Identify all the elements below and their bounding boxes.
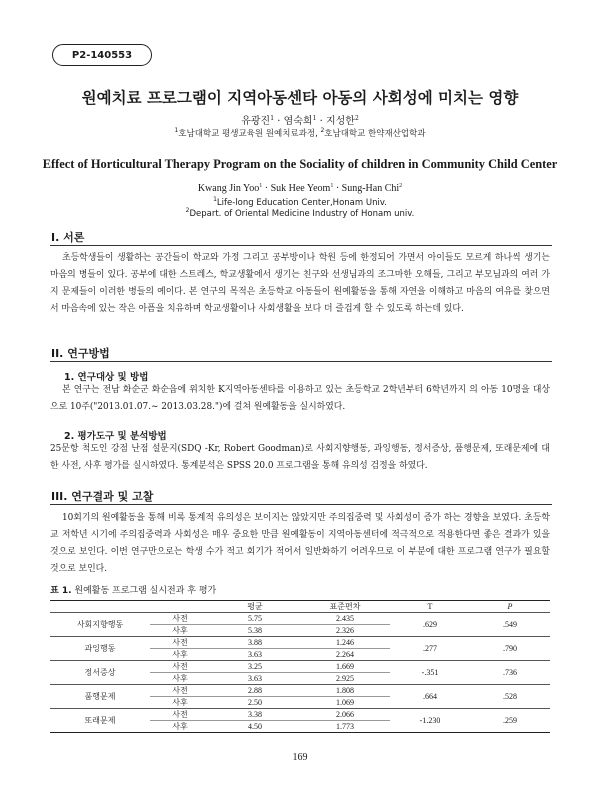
row-tag: 사후 [150,649,210,661]
t-cell: .664 [390,685,470,709]
results-paragraph [50,510,550,578]
table-header-cell: 표준편차 [300,601,390,613]
row-tag: 사후 [150,673,210,685]
author-separator: · [333,183,342,194]
row-label: 품행문제 [50,685,150,709]
korean-title: 원예치료 프로그램이 지역아동센타 아동의 사회성에 미치는 영향 [81,88,519,107]
author-name: Suk Hee Yeom [270,183,331,194]
author-sup: 1 [270,115,275,122]
table-row [50,661,550,673]
section-divider [50,245,552,246]
mean-cell: 5.75 [210,613,300,625]
row-label: 과잉행동 [50,637,150,661]
subsection-heading-tools: 2. 평가도구 및 분석방법 [64,431,167,442]
paragraph-text: 초등학생들이 생활하는 공간들이 학교와 가정 그리고 공부방이나 학원 등에 한정되어 가면서 아이들도 모르게 하나씩 생기는 마음의 병들이 있다. 공부에 대한 스트레스, 학교생활에서 생기는 친구와 선생님과의 조그마한 오해들, 그리고 부모님과의 여러 가지 문제들이 이러한 병들의 예이다. 본 연구의 목적은 초등학교 아동들이 원예활동을 통해 자연을 이해하고 마음의 여유를 찾으면서 마음속에 있는 작은 아픔을 치유하며 학교생활이나 사회생활을 보다 더 즐겁게 할 수 있도록 하는데 있다. [50,253,550,314]
paragraph-text: 25문항 척도인 강점 난점 설문지(SDQ -Kr, Robert Goodman)로 사회지향행동, 과잉행동, 정서증상, 품행문제, 또래문제에 대한 사전, 사후 평가를 실시하였다. 통계분석은 SPSS 20.0 프로그램을 통해 유의성 검정을 하였다. [50,444,550,471]
p-cell: .549 [470,613,550,637]
author-name: Sung-Han Chi [341,183,400,194]
results-table [50,600,550,733]
p-cell: .528 [470,685,550,709]
mean-cell: 3.63 [210,649,300,661]
affiliation-text: 호남대학교 한약재산업학과 [324,129,426,139]
row-tag: 사전 [150,661,210,673]
mean-cell: 5.38 [210,625,300,637]
subsection-heading-subjects: 1. 연구대상 및 방법 [64,372,149,383]
affiliation-sup: 2 [185,207,190,214]
table-caption-prefix: 표 1. [50,586,72,596]
table-row [50,613,550,625]
sd-cell: 2.326 [300,625,390,637]
table-header-row [50,601,550,613]
table-header-cell [150,601,210,613]
affiliation-text: Depart. of Oriental Medicine Industry of Honam univ. [189,209,415,219]
page-number: 169 [292,752,308,763]
table-row [50,637,550,649]
p-cell: .790 [470,637,550,661]
table-header-cell [50,601,150,613]
mean-cell: 3.88 [210,637,300,649]
table-caption-text: 원예활동 프로그램 실시전과 후 평가 [71,586,217,596]
p-cell: .736 [470,661,550,685]
row-tag: 사전 [150,709,210,721]
author-sup: 1 [312,115,317,122]
row-tag: 사후 [150,625,210,637]
row-tag: 사후 [150,721,210,733]
sd-cell: 2.925 [300,673,390,685]
sd-cell: 1.069 [300,697,390,709]
author-separator: · [262,183,271,194]
mean-cell: 3.25 [210,661,300,673]
affiliation-text: Life-long Education Center,Honam Univ. [216,198,387,208]
p-cell: .259 [470,709,550,733]
affiliation-sup: 2 [320,127,325,134]
section-divider [50,504,552,505]
abstract-id-badge: P2-140553 [52,44,152,66]
row-label: 정서증상 [50,661,150,685]
korean-authors [0,112,600,127]
english-authors [0,183,600,194]
affiliation-text: 호남대학교 평생교육원 원예치료과정, [178,129,321,139]
section-heading-methods: II. 연구방법 [51,347,110,360]
row-tag: 사전 [150,613,210,625]
table-header-cell: T [390,601,470,613]
sd-cell: 2.066 [300,709,390,721]
section-heading-intro: I. 서론 [51,231,85,244]
author-name: 염숙희 [283,116,313,127]
author-separator: · [316,116,326,127]
mean-cell: 3.38 [210,709,300,721]
row-tag: 사전 [150,685,210,697]
row-label: 사회지향행동 [50,613,150,637]
author-sup: 1 [259,183,263,189]
author-sup: 2 [354,115,359,122]
section-divider [50,361,552,362]
row-label: 또래문제 [50,709,150,733]
mean-cell: 4.50 [210,721,300,733]
sd-cell: 1.773 [300,721,390,733]
author-sup: 1 [330,183,334,189]
paragraph-text: 본 연구는 전남 화순군 화순읍에 위치한 K지역아동센타를 이용하고 있는 초등학교 2학년부터 6학년까지 의 아동 10명을 대상으로 10주("2013.01.07.~ 2013.03.28.")에 걸쳐 원예활동을 실시하였다. [50,385,550,412]
mean-cell: 2.88 [210,685,300,697]
t-cell: -.351 [390,661,470,685]
t-cell: .629 [390,613,470,637]
author-name: 지성한 [325,116,355,127]
author-separator: · [274,116,284,127]
subjects-paragraph [50,382,550,416]
mean-cell: 2.50 [210,697,300,709]
row-tag: 사후 [150,697,210,709]
intro-paragraph [50,250,550,318]
tools-paragraph [50,441,550,475]
affiliation-sup: 1 [174,127,179,134]
english-affiliation-2 [0,207,600,219]
row-tag: 사전 [150,637,210,649]
table-header-cell: 평균 [210,601,300,613]
mean-cell: 3.63 [210,673,300,685]
author-name: Kwang Jin Yoo [197,183,260,194]
author-sup: 2 [399,183,403,189]
table-row [50,685,550,697]
english-title: Effect of Horticultural Therapy Program on the Sociality of children in Community Child Center [42,157,558,171]
sd-cell: 2.435 [300,613,390,625]
sd-cell: 1.246 [300,637,390,649]
author-name: 유광진 [241,116,271,127]
sd-cell: 1.808 [300,685,390,697]
table-header-cell: P [470,601,550,613]
paragraph-text: 10회기의 원예활동을 통해 비록 통계적 유의성은 보이지는 않았지만 주의집중력 및 사회성이 증가 하는 경향을 보였다. 초등학교 저학년 시기에 주의집중력과 사회성은 매우 중요한 만큼 원예활동이 지역아동센터에 적극적으로 적용한다면 좋은 결과가 있을 것으로 보인다. 이번 연구만으로는 학생 수가 적고 회기가 적어서 일반화하기 어려우므로 이 부분에 대한 프로그램 연구가 필요할 것으로 보인다. [50,513,550,574]
korean-affiliation [0,127,600,139]
table-caption [50,583,216,596]
section-heading-results: III. 연구결과 및 고찰 [51,490,154,503]
affiliation-sup: 1 [213,196,217,203]
t-cell: .277 [390,637,470,661]
t-cell: -1.230 [390,709,470,733]
sd-cell: 1.669 [300,661,390,673]
sd-cell: 2.264 [300,649,390,661]
table-row [50,709,550,721]
